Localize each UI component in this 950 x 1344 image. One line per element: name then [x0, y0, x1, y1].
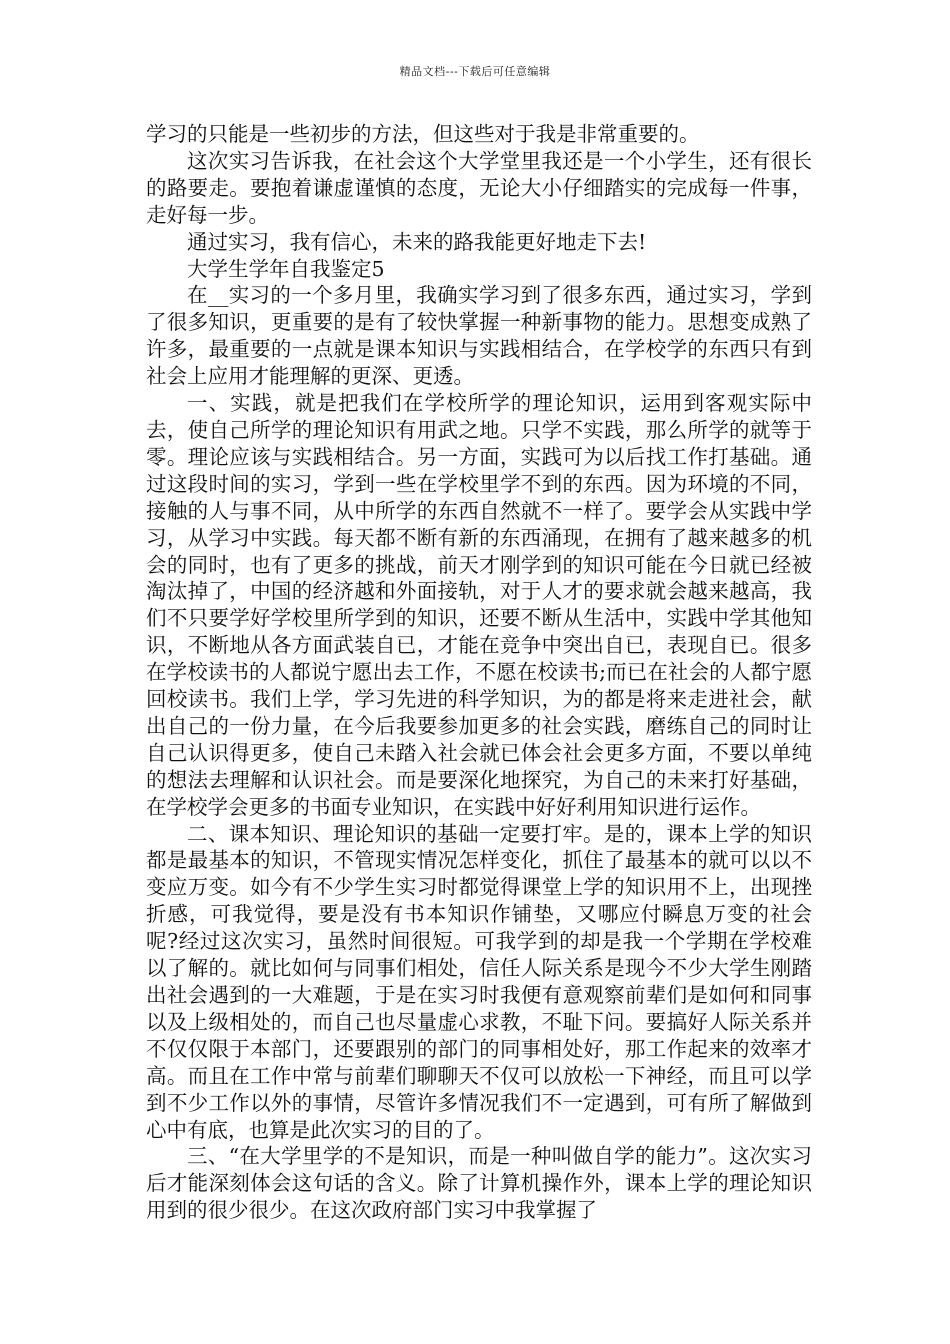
page-header: 精品文档---下载后可任意编辑	[399, 65, 551, 78]
paragraph: 这次实习告诉我，在社会这个大学堂里我还是一个小学生，还有很长的路要走。要抱着谦虚谨慎的态度，无论大小仔细踏实的完成每一件事，走好每一步。	[146, 148, 812, 227]
section-heading: 大学生学年自我鉴定5	[187, 256, 385, 281]
paragraph: 三、“在大学里学的不是知识，而是一种叫做自学的能力”。这次实习后才能深刻体会这句话的含义。除了计算机操作外，课本上学的理论知识用到的很少很少。在这次政府部门实习中我掌握了	[146, 1144, 812, 1223]
paragraph-continuation: 学习的只能是一些初步的方法，但这些对于我是非常重要的。	[146, 122, 700, 146]
paragraph: 通过实习，我有信心，未来的路我能更好地走下去!	[187, 229, 647, 254]
paragraph: 一、实践，就是把我们在学校所学的理论知识，运用到客观实际中去，使自己所学的理论知识有用武之地。只学不实践，那么所学的就等于零。理论应该与实践相结合。另一方面，实践可为以后找工作打基础。通过这段时间的实习，学到一些在学校里学不到的东西。因为环境的不同，接触的人与事不同，从中所学的东西自然就不一样了。要学会从实践中学习，从学习中实践。每天都不断有新的东西涌现，在拥有了越来越多的机会的同时，也有了更多的挑战，前天才刚学到的知识可能在今日就已经被淘汰掉了，中国的经济越和外面接轨，对于人才的要求就会越来越高，我们不只要学好学校里所学到的知识，还要不断从生活中，实践中学其他知识，不断地从各方面武装自已，才能在竞争中突出自已，表现自已。很多在学校读书的人都说宁愿出去工作，不愿在校读书;而已在社会的人都宁愿回校读书。我们上学，学习先进的科学知识，为的都是将来走进社会，献出自己的一份力量，在今后我要参加更多的社会实践，磨练自己的同时让自己认识得更多，使自己未踏入社会就已体会社会更多方面，不要以单纯的想法去理解和认识社会。而是要深化地探究，为自己的未来打好基础，在学校学会更多的书面专业知识，在实践中好好利用知识进行运作。	[146, 391, 812, 819]
paragraph: 二、课本知识、理论知识的基础一定要打牢。是的，课本上学的知识都是最基本的知识，不管现实情况怎样变化，抓住了最基本的就可以以不变应万变。如今有不少学生实习时都觉得课堂上学的知识用不上，出现挫折感，可我觉得，要是没有书本知识作铺垫，又哪应付瞬息万变的社会呢?经过这次实习，虽然时间很短。可我学到的却是我一个学期在学校难以了解的。就比如何与同事们相处，信任人际关系是现今不少大学生刚踏出社会遇到的一大难题，于是在实习时我便有意观察前辈们是如何和同事以及上级相处的，而自己也尽量虚心求教，不耻下问。要搞好人际关系并不仅仅限于本部门，还要跟别的部门的同事相处好，那工作起来的效率才高。而且在工作中常与前辈们聊聊天不仅可以放松一下神经，而且可以学到不少工作以外的事情，尽管许多情况我们不一定遇到，可有所了解做到心中有底，也算是此次实习的目的了。	[146, 821, 812, 1142]
paragraph: 在__实习的一个多月里，我确实学习到了很多东西，通过实习，学到了很多知识，更重要的是有了较快掌握一种新事物的能力。思想变成熟了许多，最重要的一点就是课本知识与实践相结合，在学校学的东西只有到社会上应用才能理解的更深、更透。	[146, 283, 812, 389]
document-body	[146, 121, 812, 1224]
